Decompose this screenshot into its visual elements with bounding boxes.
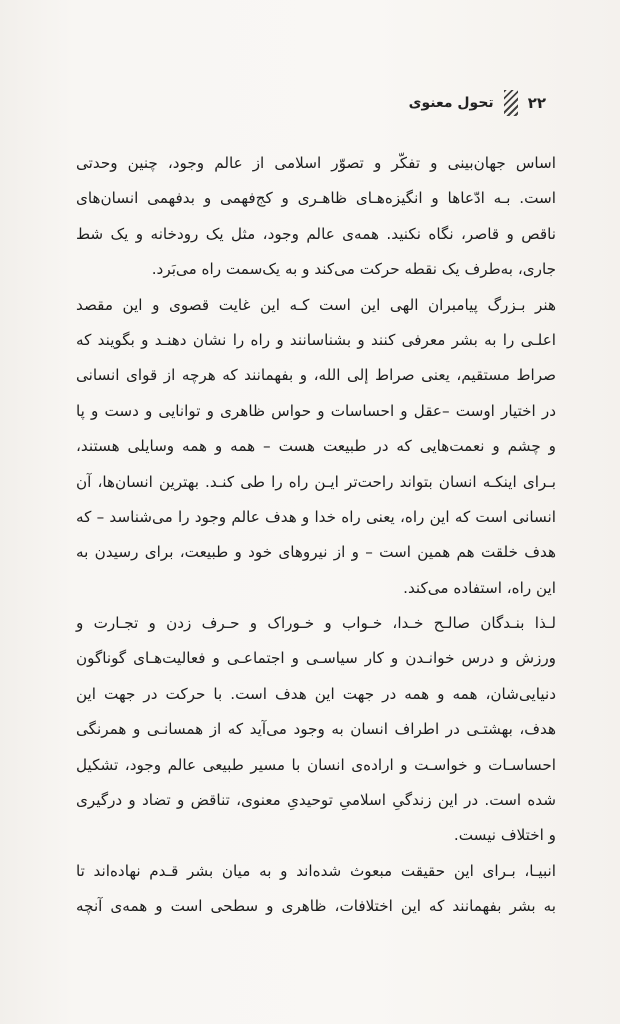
running-header — [409, 90, 546, 116]
paragraph-4 — [76, 854, 556, 925]
text-line: و چشم و نعمت‌هایی که در طبیعت هست – همه و همه وسایلی هستند، — [76, 437, 556, 456]
text-line: دنیایی‌شان، همه و همه در جهت این هدف است. با حرکت در جهت این — [76, 684, 556, 703]
text-line: بـرای اینکـه انسان بتواند راحت‌تر ایـن راه را طی کنـد. بهترین انسان‌ها، آن — [76, 472, 556, 491]
paragraph-2 — [76, 288, 556, 607]
text-line: هدف خلقت هم همین است – و از نیروهای خود و طبیعت، برای رسیدن به — [76, 543, 556, 562]
text-line: ورزش و درس خوانـدن و کار سیاسـی و اجتماعـی و فعالیت‌هـای گوناگون — [76, 649, 556, 668]
chapter-title: تحول معنوی — [408, 95, 494, 111]
text-line: در اختیار اوست –عقل و احساسات و حواس ظاهری و توانایی و دست و پا — [76, 401, 556, 420]
text-line: انبیـا، بـرای این حقیقت مبعوث شده‌اند و به میان بشر قـدم نهاده‌اند تا — [76, 861, 556, 880]
body-text — [76, 146, 556, 925]
paragraph-1 — [76, 146, 556, 288]
text-line: به بشر بفهمانند که این اختلافات، ظاهری و سطحی است و همه‌ی آنچه — [76, 897, 556, 916]
paragraph-3 — [76, 606, 556, 854]
text-line: انسانی است که این راه، یعنی راه خدا و هدف عالم وجود را می‌شناسد – که — [76, 507, 556, 526]
page-number: ۲۲ — [527, 94, 546, 112]
text-line: هدف، بهشتـی در اطراف انسان به وجود می‌آید که از همسانـی و همرنگی — [76, 720, 556, 739]
text-line: شده است. در این زندگیِ اسلامیِ توحیدیِ معنوی، تناقض و تضاد و درگیری — [76, 791, 556, 810]
text-line: جاری، به‌طرف یک نقطه حرکت می‌کند و به یک‌سمت راه می‌بَرد. — [151, 260, 556, 279]
text-line: ناقص و قاصر، نگاه نکنید. همه‌ی عالم وجود، مثل یک رودخانه و یک شط — [76, 224, 556, 243]
text-line: صراط مستقیم، یعنی صراط إلی الله، و بفهمانند که هرچه از قوای انسانی — [76, 366, 556, 385]
text-line: اساس جهان‌بینی و تفکّر و تصوّر اسلامی از عالم وجود، چنین وحدتی — [76, 154, 556, 172]
text-line: احساسـات و خواسـت و اراده‌ی انسان با مسیر طبیعی عالم وجود، تشکیل — [76, 755, 556, 774]
text-line: هنر بـزرگ پیامبران الهی این است کـه این غایت قصوی و این مقصد — [76, 295, 556, 314]
text-line: و اختلاف نیست. — [453, 826, 556, 845]
hatch-ornament-icon — [504, 90, 518, 116]
text-line: این راه، استفاده می‌کند. — [403, 578, 556, 597]
text-line: اعلـی را به بشر معرفی کنند و بشناسانند و راه را نشان دهنـد و بگویند که — [76, 330, 556, 349]
text-line: است. بـه ادّعاها و انگیزه‌هـای ظاهـری و کج‌فهمی و بدفهمی انسان‌های — [76, 189, 556, 208]
text-line: لـذا بنـدگان صالـح خـدا، خـواب و خـوراک و حـرف زدن و تجـارت و — [76, 614, 556, 633]
